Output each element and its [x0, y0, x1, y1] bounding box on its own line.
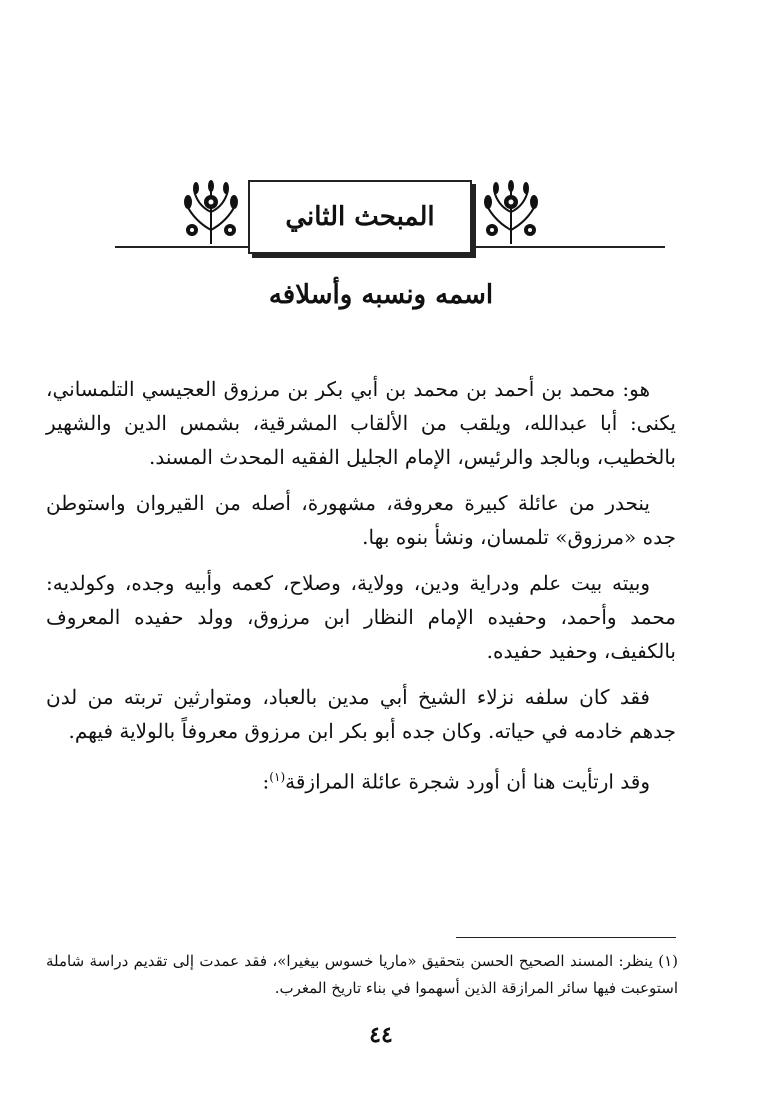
body-text [46, 372, 676, 811]
footnote-reference: (١) [269, 770, 286, 784]
section-title: المبحث الثاني [285, 202, 435, 232]
paragraph-5-colon: : [262, 769, 270, 794]
footnote [46, 948, 678, 1002]
floral-ornament-right [480, 180, 542, 246]
paragraph-5 [46, 760, 676, 799]
paragraph-1: هو: محمد بن أحمد بن محمد بن أبي بكر بن مرزوق العجيسي التلمساني، يكنى: أبا عبدالله، ويلقب من الألقاب المشرقية، بشمس الدين والشهير بالخطيب، وبالجد والرئيس، الإمام الجليل الفقيه المحدث المسند. [46, 377, 676, 469]
footnote-text: (١) ينظر: المسند الصحيح الحسن بتحقيق «ماريا خسوس بيغيرا»، فقد عمدت إلى تقديم دراسة شاملة استوعبت فيها سائر المرازقة الذين أسهموا في بناء تاريخ المغرب. [46, 952, 678, 997]
footnote-rule [456, 937, 676, 938]
page-number: ٤٤ [369, 1022, 393, 1048]
paragraph-3: وبيته بيت علم ودراية ودين، وولاية، وصلاح، كعمه وأبيه وجده، وكولديه: محمد وأحمد، وحفيده الإمام النظار ابن مرزوق، وولد حفيده المعروف بالكفيف، وحفيد حفيده. [46, 571, 676, 663]
paragraph-4: فقد كان سلفه نزلاء الشيخ أبي مدين بالعباد، ومتوارثين تربته من لدن جدهم خادمه في حياته. وكان جده أبو بكر ابن مرزوق معروفاً بالولاية فيهم. [46, 685, 676, 743]
section-title-box [248, 180, 472, 254]
paragraph-2: ينحدر من عائلة كبيرة معروفة، مشهورة، أصله من القيروان واستوطن جده «مرزوق» تلمسان، ونشأ بنوه بها. [46, 491, 676, 549]
paragraph-5-text: وقد ارتأيت هنا أن أورد شجرة عائلة المرازقة [285, 769, 650, 794]
floral-ornament-left [180, 180, 242, 246]
subtitle-heading: اسمه ونسبه وأسلافه [268, 280, 494, 310]
